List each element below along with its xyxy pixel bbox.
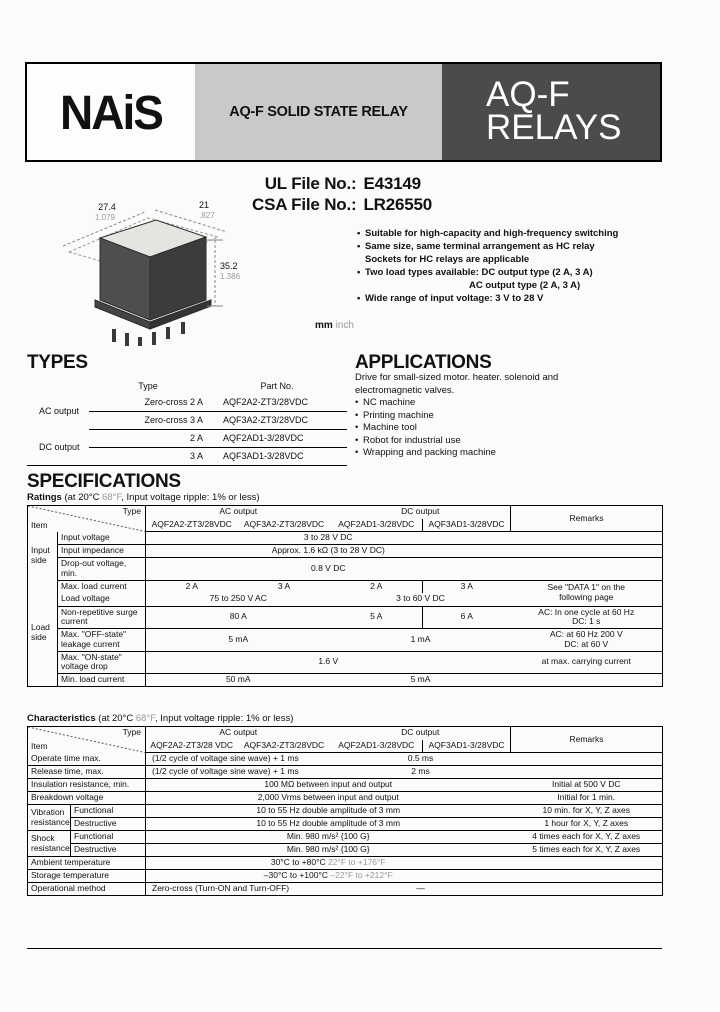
fahrenheit-value: 22°F to +176°F xyxy=(328,857,386,868)
row-remarks: Initial at 500 V DC xyxy=(511,779,663,792)
sub-label: Functional xyxy=(71,831,146,844)
row-remarks xyxy=(511,580,663,606)
group-label-line: Load xyxy=(31,622,50,633)
value-ac1: 2 A xyxy=(185,580,198,591)
characteristics-row-storage xyxy=(28,870,663,883)
header-item-label: Item xyxy=(31,519,48,530)
value-ac2: 3 A xyxy=(277,580,291,591)
remarks-header: Remarks xyxy=(511,727,663,753)
value-dc: 3 to 60 V DC xyxy=(331,593,511,606)
dim-depth-inch: .827 xyxy=(199,211,215,220)
applications-intro: electromagnetic valves. xyxy=(355,384,455,396)
header-banner xyxy=(25,62,662,162)
ratings-header-row1 xyxy=(28,506,663,519)
row-value: 1.6 V xyxy=(146,651,511,674)
remarks-line: following page xyxy=(559,592,614,603)
row-label: Input voltage xyxy=(58,532,146,545)
ul-file-value: E43149 xyxy=(363,174,421,193)
feature-item: • Two load types available: DC output type (2 A, 3 A) xyxy=(357,266,657,279)
value-dc: — xyxy=(416,883,425,894)
application-item: • Machine tool xyxy=(355,422,655,435)
type-item-diagonal-cell xyxy=(28,506,146,532)
ratings-caption-bold: Ratings xyxy=(27,492,62,503)
row-label: Load voltage xyxy=(58,593,146,606)
row-label: Storage temperature xyxy=(28,870,146,883)
value-ac: 80 A xyxy=(146,606,331,629)
ratings-row-voltage-drop xyxy=(28,651,663,674)
figure-units-caption xyxy=(315,320,354,331)
dim-width-mm: 27.4 xyxy=(98,202,116,212)
row-value: 3 to 28 V DC xyxy=(146,532,511,545)
characteristics-row-insulation xyxy=(28,779,663,792)
characteristics-row-ambient xyxy=(28,857,663,870)
types-part-cell: AQF3A2-ZT3/28VDC xyxy=(207,411,347,429)
row-label: Insulation resistance, min. xyxy=(28,779,146,792)
characteristics-header-row1 xyxy=(28,727,663,740)
remarks-line: DC: 1 s xyxy=(572,616,601,627)
header-type-label: Type xyxy=(122,727,141,737)
dim-height-inch: 1.386 xyxy=(220,272,241,281)
characteristics-row-breakdown xyxy=(28,792,663,805)
units-inch-label: inch xyxy=(335,320,354,331)
application-item: • NC machine xyxy=(355,397,655,410)
feature-item: • Same size, same terminal arrangement as HC relay xyxy=(357,240,657,253)
characteristics-caption-fahrenheit: 68°F xyxy=(135,713,156,724)
header-item-label: Item xyxy=(31,740,48,751)
row-label: Max. load current xyxy=(58,580,146,593)
group-label-line: Input xyxy=(31,545,50,555)
label-line: current xyxy=(61,616,88,627)
application-item: • Robot for industrial use xyxy=(355,435,655,448)
remarks-line: See "DATA 1" on the xyxy=(547,582,626,593)
characteristics-caption-bold: Characteristics xyxy=(27,713,96,724)
value-dc2: 6 A xyxy=(423,606,511,629)
brand-logo-text: NAiS xyxy=(60,84,162,140)
row-remarks xyxy=(511,870,663,883)
characteristics-table xyxy=(27,726,663,896)
shock-group-label: Shock resistance xyxy=(28,831,71,857)
applications-block xyxy=(355,372,655,460)
spacer-cell xyxy=(27,378,89,393)
ac-output-header: AC output xyxy=(219,727,258,738)
types-type-cell: Zero-cross 2 A xyxy=(89,393,207,411)
types-col-type: Type xyxy=(138,380,158,391)
ul-file-label: UL File No.: xyxy=(264,174,357,193)
ratings-caption-post: , Input voltage ripple: 1% or less) xyxy=(121,492,260,503)
brand-logo xyxy=(27,64,195,160)
row-remarks xyxy=(511,766,663,779)
feature-list xyxy=(357,227,657,305)
row-value: Min. 980 m/s² {100 G} xyxy=(146,831,511,844)
ratings-row-surge xyxy=(28,606,663,629)
series-title-line1: AQ-F xyxy=(486,75,570,115)
dc-output-header: DC output xyxy=(401,506,440,517)
types-part-cell: AQF2AD1-3/28VDC xyxy=(207,429,347,447)
series-title-line2: RELAYS xyxy=(486,108,622,147)
label-line: Max. "ON-state" xyxy=(61,651,122,662)
ratings-caption-fahrenheit: 68°F xyxy=(102,492,122,503)
part-number-header: AQF3A2-ZT3/28VDC xyxy=(238,740,331,753)
row-value: 100 MΩ between input and output xyxy=(146,779,511,792)
product-title-strip xyxy=(195,64,442,160)
ratings-row-input-impedance xyxy=(28,545,663,558)
types-row xyxy=(27,429,347,447)
row-remarks xyxy=(511,532,663,545)
row-label: Operate time max. xyxy=(28,753,146,766)
characteristics-row-release xyxy=(28,766,663,779)
types-section-title: TYPES xyxy=(27,352,88,373)
fahrenheit-value: –22°F to +212°F xyxy=(330,870,393,881)
row-remarks: 10 min. for X, Y, Z axes xyxy=(511,805,663,818)
group-label-line: side xyxy=(31,632,47,643)
characteristics-caption-pre: (at 20°C xyxy=(95,713,136,724)
input-side-group-label xyxy=(28,532,58,581)
row-value xyxy=(146,870,511,883)
value-dc: 2 ms xyxy=(331,766,511,779)
value-dc1: 2 A xyxy=(370,580,383,591)
ratings-row-input-voltage xyxy=(28,532,663,545)
row-label: Min. load current xyxy=(58,674,146,687)
value-dc2: 3 A xyxy=(423,580,511,593)
row-value: 10 to 55 Hz double amplitude of 3 mm xyxy=(146,805,511,818)
value-dc: 1 mA xyxy=(331,629,511,652)
remarks-line: AC: at 60 Hz 200 V xyxy=(549,629,623,640)
row-label xyxy=(58,651,146,674)
row-value: 2,000 Vrms between input and output xyxy=(146,792,511,805)
value-dc: 5 mA xyxy=(410,674,431,685)
feature-item: • Wide range of input voltage: 3 V to 28 V xyxy=(357,292,657,305)
part-number-header: AQF2A2-ZT3/28VDC xyxy=(146,519,238,532)
csa-file-value: LR26550 xyxy=(363,195,432,214)
row-remarks: at max. carrying current xyxy=(511,651,663,674)
types-part-cell: AQF3AD1-3/28VDC xyxy=(207,447,347,465)
group-label-line: side xyxy=(31,554,47,565)
value-dc1: 5 A xyxy=(331,606,423,629)
row-label xyxy=(58,606,146,629)
units-mm-label: mm xyxy=(315,320,333,331)
row-label: Input impedance xyxy=(58,545,146,558)
row-label xyxy=(58,629,146,652)
characteristics-row-shock-destructive xyxy=(28,844,663,857)
celsius-value: 30°C to +80°C xyxy=(270,857,326,868)
ac-output-header: AC output xyxy=(219,506,258,517)
sub-label: Functional xyxy=(71,805,146,818)
relay-isometric-drawing xyxy=(55,196,295,346)
feature-item-continuation: Sockets for HC relays are applicable xyxy=(365,254,530,265)
part-number-header: AQF3A2-ZT3/28VDC xyxy=(238,519,331,532)
types-row xyxy=(27,393,347,411)
load-side-group-label xyxy=(28,580,58,687)
types-table xyxy=(27,378,347,466)
row-remarks xyxy=(511,674,663,687)
row-value: Min. 980 m/s² {100 G} xyxy=(146,844,511,857)
dim-height-mm: 35.2 xyxy=(220,261,238,271)
row-label: Operational method xyxy=(28,883,146,896)
ratings-row-max-load xyxy=(28,580,663,593)
specifications-section-title: SPECIFICATIONS xyxy=(27,471,181,492)
product-title: AQ-F SOLID STATE RELAY xyxy=(229,104,408,120)
dim-depth-mm: 21 xyxy=(198,200,210,210)
types-type-cell: 3 A xyxy=(89,447,207,465)
celsius-value: –30°C to +100°C xyxy=(263,870,328,881)
ratings-row-dropout xyxy=(28,558,663,581)
part-number-header: AQF3AD1-3/28VDC xyxy=(423,740,511,753)
feature-item-continuation: AC output type (2 A, 3 A) xyxy=(469,280,581,291)
application-item: • Printing machine xyxy=(355,410,655,423)
row-remarks xyxy=(511,545,663,558)
row-label: Breakdown voltage xyxy=(28,792,146,805)
types-header-row xyxy=(27,378,347,393)
types-type-cell: Zero-cross 3 A xyxy=(89,411,207,429)
ratings-row-leakage xyxy=(28,629,663,652)
characteristics-row-vibration-functional xyxy=(28,805,663,818)
characteristics-row-shock-functional xyxy=(28,831,663,844)
dc-output-header: DC output xyxy=(401,727,440,738)
value-ac: (1/2 cycle of voltage sine wave) + 1 ms xyxy=(146,766,331,779)
row-remarks: Initial for 1 min. xyxy=(511,792,663,805)
row-value: Approx. 1.6 kΩ (3 to 28 V DC) xyxy=(146,545,511,558)
types-type-cell: 2 A xyxy=(89,429,207,447)
sub-label: Destructive xyxy=(71,818,146,831)
row-remarks xyxy=(511,606,663,629)
types-part-cell: AQF2A2-ZT3/28VDC xyxy=(207,393,347,411)
remarks-line: AC: In one cycle at 60 Hz xyxy=(538,606,635,617)
label-line: leakage current xyxy=(61,638,120,649)
ratings-caption-pre: (at 20°C xyxy=(61,492,103,503)
row-value xyxy=(146,857,511,870)
applications-section-title: APPLICATIONS xyxy=(355,352,492,373)
remarks-header: Remarks xyxy=(511,506,663,532)
row-label: Ambient temperature xyxy=(28,857,146,870)
part-number-header: AQF2AD1-3/28VDC xyxy=(331,519,423,532)
row-value: 0.8 V DC xyxy=(146,558,511,581)
application-item: • Wrapping and packing machine xyxy=(355,447,655,460)
row-remarks xyxy=(511,753,663,766)
characteristics-row-vibration-destructive xyxy=(28,818,663,831)
label-line: Max. "OFF-state" xyxy=(61,629,127,640)
row-remarks xyxy=(511,883,663,896)
footer-rule xyxy=(27,948,662,949)
characteristics-caption xyxy=(27,713,293,724)
relay-product-image xyxy=(55,196,295,351)
value-ac: 5 mA xyxy=(146,629,331,652)
value-ac: 75 to 250 V AC xyxy=(146,593,331,606)
vibration-group-label: Vibration resistance xyxy=(28,805,71,831)
types-group-ac: AC output xyxy=(39,406,80,416)
part-number-header: AQF2AD1-3/28VDC xyxy=(331,740,423,753)
row-remarks xyxy=(511,857,663,870)
row-label: Drop-out voltage, min. xyxy=(58,558,146,581)
label-line: voltage drop xyxy=(61,661,108,672)
characteristics-caption-post: , Input voltage ripple: 1% or less) xyxy=(155,713,294,724)
row-remarks: 5 times each for X, Y, Z axes xyxy=(511,844,663,857)
row-remarks: 1 hour for X, Y, Z axes xyxy=(511,818,663,831)
row-remarks: 4 times each for X, Y, Z axes xyxy=(511,831,663,844)
remarks-line: DC: at 60 V xyxy=(564,638,609,649)
value-ac: (1/2 cycle of voltage sine wave) + 1 ms xyxy=(146,753,331,766)
characteristics-row-operational xyxy=(28,883,663,896)
feature-item: • Suitable for high-capacity and high-frequency switching xyxy=(357,227,657,240)
row-remarks xyxy=(511,629,663,652)
types-group-dc: DC output xyxy=(27,429,89,465)
csa-file-label: CSA File No.: xyxy=(252,195,357,214)
row-label: Release time, max. xyxy=(28,766,146,779)
value-dc: 0.5 ms xyxy=(331,753,511,766)
value-ac: Zero-cross (Turn-ON and Turn-OFF) xyxy=(152,883,290,894)
row-value: 10 to 55 Hz double amplitude of 3 mm xyxy=(146,818,511,831)
row-remarks xyxy=(511,558,663,581)
label-line: Non-repetitive surge xyxy=(61,606,138,617)
ratings-row-min-load xyxy=(28,674,663,687)
sub-label: Destructive xyxy=(71,844,146,857)
ratings-table xyxy=(27,505,663,687)
part-number-header: AQF3AD1-3/28VDC xyxy=(423,519,511,532)
characteristics-row-operate xyxy=(28,753,663,766)
value-ac: 50 mA xyxy=(225,674,251,685)
dim-width-inch: 1.079 xyxy=(94,213,116,222)
series-title-strip xyxy=(442,64,660,160)
header-type-label: Type xyxy=(122,506,141,516)
type-item-diagonal-cell xyxy=(28,727,146,753)
ratings-caption xyxy=(27,492,260,503)
applications-intro: Drive for small-sized motor. heater. solenoid and xyxy=(355,372,559,383)
part-number-header: AQF2A2-ZT3/28 VDC xyxy=(146,740,238,753)
types-col-part: Part No. xyxy=(260,380,294,391)
